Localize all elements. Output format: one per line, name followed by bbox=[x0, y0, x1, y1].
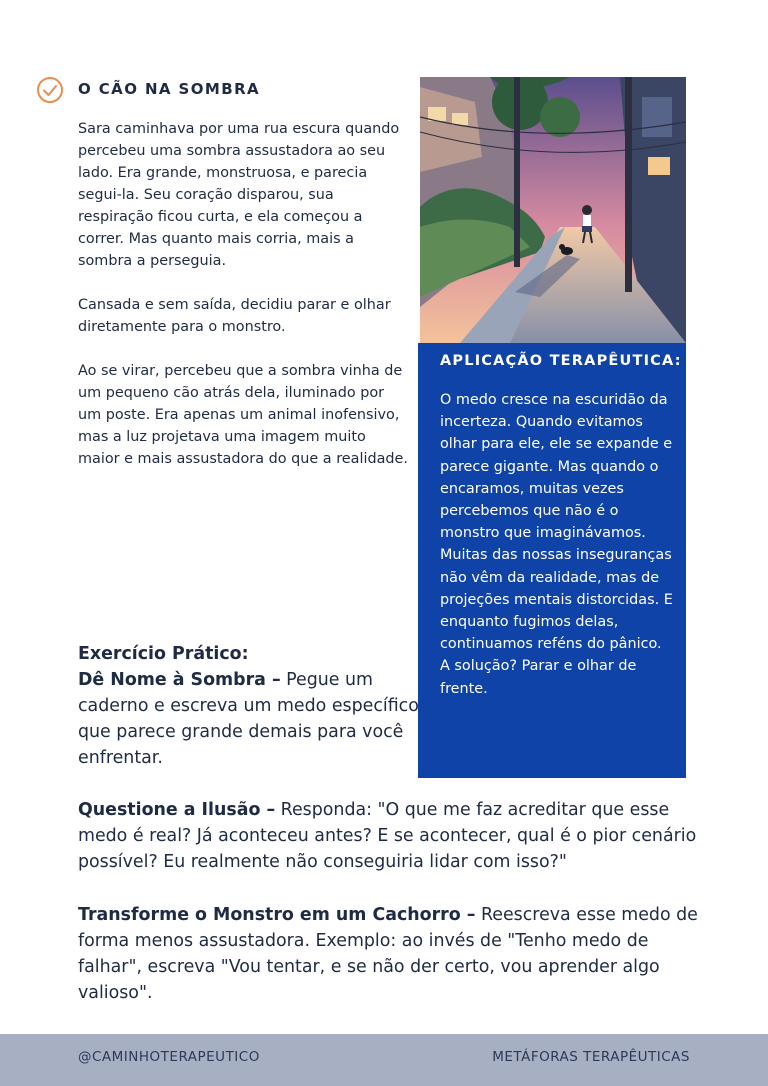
footer-series-title: METÁFORAS TERAPÊUTICAS bbox=[492, 1049, 690, 1065]
story-paragraph: Ao se virar, percebeu que a sombra vinha de um pequeno cão atrás dela, iluminado por um poste. Era apenas um animal inofensivo, mas a luz projetava uma imagem muito maior e mais assustadora do que a realidade. bbox=[78, 363, 408, 467]
story-text bbox=[78, 118, 408, 492]
story-paragraph: Sara caminhava por uma rua escura quando percebeu uma sombra assustadora ao seu lado. Era grande, monstruosa, e parecia segui-la. Seu coração disparou, sua respiração ficou curta, e ela começou a correr. Mas quanto mais corria, mais a sombra a perseguia. bbox=[78, 121, 400, 269]
exercise-step bbox=[78, 797, 698, 875]
exercise-step-text: Responda: "O que me faz acreditar que esse medo é real? Já aconteceu antes? E se acontecer, qual é o pior cenário possível? Eu realmente não conseguiria lidar com isso?" bbox=[78, 800, 697, 872]
exercise-step-label: Transforme o Monstro em um Cachorro – bbox=[78, 905, 476, 925]
exercise-step-text: Reescreva esse medo de forma menos assustadora. Exemplo: ao invés de "Tenho medo de falhar", escreva "Vou tentar, e se não der certo, vou aprender algo valioso". bbox=[78, 905, 698, 1003]
therapy-box bbox=[418, 343, 686, 778]
exercise-step-label: Questione a Ilusão – bbox=[78, 800, 276, 820]
check-circle-icon bbox=[36, 76, 64, 104]
exercise-step-label: Dê Nome à Sombra – bbox=[78, 670, 281, 690]
therapy-title: APLICAÇÃO TERAPÊUTICA: bbox=[440, 353, 682, 369]
exercise-section bbox=[78, 641, 423, 771]
exercise-step bbox=[78, 902, 698, 1006]
exercise-heading: Exercício Prático: bbox=[78, 644, 249, 664]
therapy-text: O medo cresce na escuridão da incerteza. Quando evitamos olhar para ele, ele se expande e parece gigante. Mas quando o encaramos, muitas vezes percebemos que não é o monstro que imaginávamos. Muitas das nossas inseguranças não vêm da realidade, mas de projeções mentais distorcidas. E enquanto fugimos delas, continuamos reféns do pânico. A solução? Parar e olhar de frente. bbox=[440, 392, 673, 697]
exercise-step-text: Pegue um caderno e escreva um medo específico que parece grande demais para você enfrentar. bbox=[78, 670, 419, 768]
street-illustration bbox=[420, 77, 686, 343]
footer-handle: @CAMINHOTERAPEUTICO bbox=[78, 1049, 260, 1065]
footer bbox=[0, 1034, 768, 1086]
story-paragraph: Cansada e sem saída, decidiu parar e olhar diretamente para o monstro. bbox=[78, 297, 391, 335]
page-title: O CÃO NA SOMBRA bbox=[78, 80, 261, 98]
